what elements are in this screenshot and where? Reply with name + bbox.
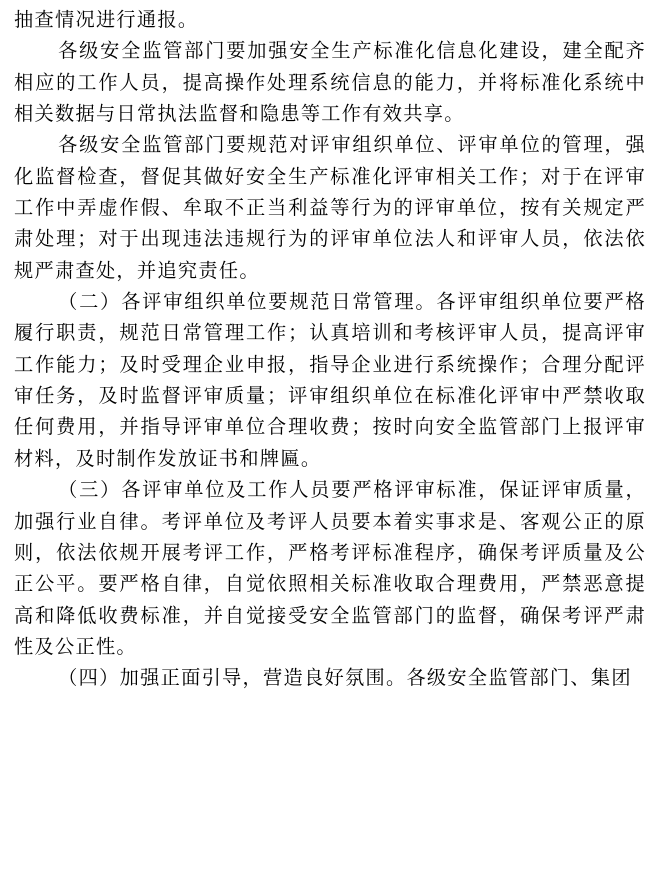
paragraph-section-2: （二）各评审组织单位要规范日常管理。各评审组织单位要严格履行职责，规范日常管理工作；认真培训和考核评审人员，提高评审工作能力；及时受理企业申报，指导企业进行系统操作；合理分配评审任务，及时监督评审质量；评审组织单位在标准化评审中严禁收取任何费用，并指导评审单位合理收费；按时向安全监管部门上报评审材料，及时制作发放证书和牌匾。 <box>14 290 646 470</box>
paragraph-continuation: 抽查情况进行通报。 <box>14 8 199 31</box>
paragraph-review-management: 各级安全监管部门要规范对评审组织单位、评审单位的管理，强化监督检查，督促其做好安全生产标准化评审相关工作；对于在评审工作中弄虚作假、牟取不正当利益等行为的评审单位，按有关规定严肃处理；对于出现违法违规行为的评审单位法人和评审人员，依法依规严肃查处，并追究责任。 <box>14 133 646 282</box>
paragraph-informatization: 各级安全监管部门要加强安全生产标准化信息化建设，建全配齐相应的工作人员，提高操作处理系统信息的能力，并将标准化系统中相关数据与日常执法监督和隐患等工作有效共享。 <box>14 39 646 126</box>
paragraph-section-4: （四）加强正面引导，营造良好氛围。各级安全监管部门、集团 <box>58 666 632 690</box>
paragraph-section-3: （三）各评审单位及工作人员要严格评审标准，保证评审质量，加强行业自律。考评单位及考评人员要本着实事求是、客观公正的原则，依法依规开展考评工作，严格考评标准程序，确保考评质量及公正公平。要严格自律，自觉依照相关标准收取合理费用，严禁恶意提高和降低收费标准，并自觉接受安全监管部门的监督，确保考评严肃性及公正性。 <box>14 478 646 658</box>
